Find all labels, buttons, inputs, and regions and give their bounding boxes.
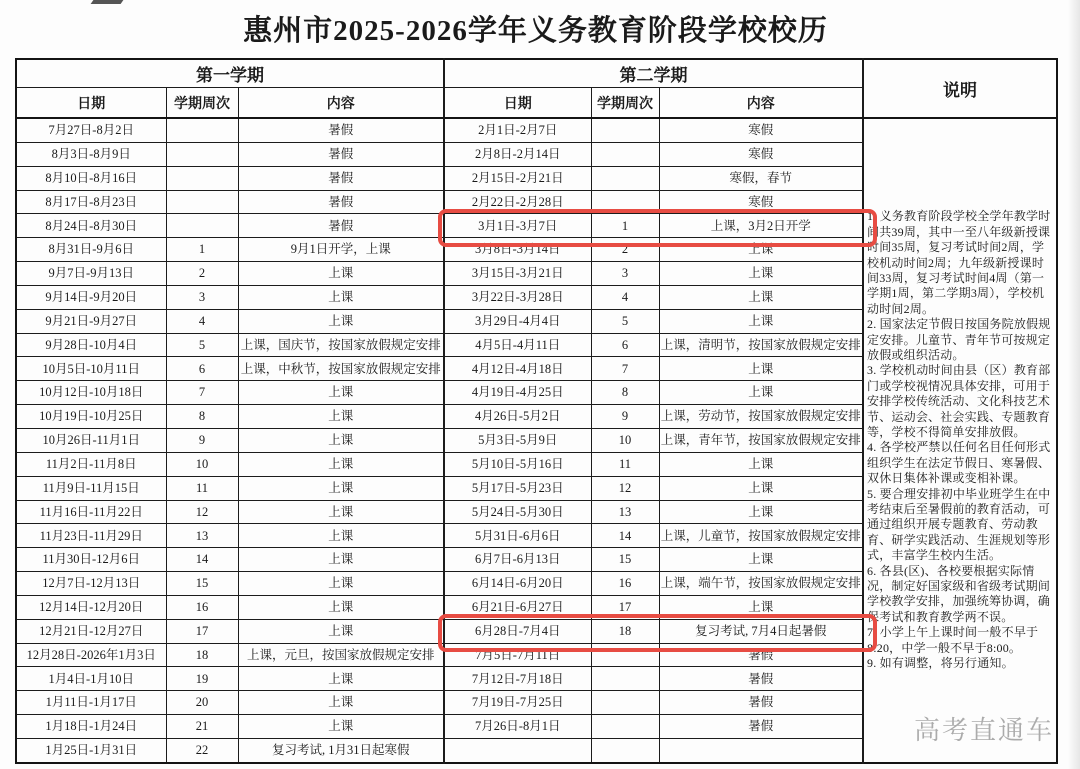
sem1-week-cell (166, 214, 238, 238)
sem1-date-cell: 11月30日-12月6日 (16, 548, 166, 572)
col-header-week-1: 学期周次 (166, 88, 238, 119)
sem1-date-cell: 8月24日-8月30日 (16, 214, 166, 238)
calendar-table (15, 58, 1058, 764)
sem2-date-cell: 2月1日-2月7日 (444, 118, 591, 142)
sem1-date-cell: 11月9日-11月15日 (16, 476, 166, 500)
sem2-content-cell: 上课 (659, 262, 863, 286)
sem1-week-cell: 19 (166, 667, 238, 691)
sem2-content-cell: 上课，3月2日开学 (659, 214, 863, 238)
sem2-date-cell: 5月3日-5月9日 (444, 428, 591, 452)
sem1-date-cell: 12月7日-12月13日 (16, 572, 166, 596)
sem1-date-cell: 11月23日-11月29日 (16, 524, 166, 548)
semester1-header: 第一学期 (16, 59, 444, 88)
sem1-week-cell: 7 (166, 381, 238, 405)
sem1-week-cell: 2 (166, 262, 238, 286)
sem2-week-cell (591, 691, 659, 715)
sem2-date-cell: 7月12日-7月18日 (444, 667, 591, 691)
sem2-week-cell: 4 (591, 285, 659, 309)
col-header-week-2: 学期周次 (591, 88, 659, 119)
sem1-date-cell: 10月5日-10月11日 (16, 357, 166, 381)
sem1-week-cell: 20 (166, 691, 238, 715)
sem2-date-cell: 2月15日-2月21日 (444, 166, 591, 190)
sem2-date-cell: 4月26日-5月2日 (444, 405, 591, 429)
sem1-week-cell: 13 (166, 524, 238, 548)
sem1-content-cell: 上课 (238, 500, 444, 524)
sem1-content-cell: 暑假 (238, 142, 444, 166)
sem2-date-cell: 4月5日-4月11日 (444, 333, 591, 357)
notes-cell (863, 118, 1057, 763)
sem2-content-cell: 上课 (659, 238, 863, 262)
sem1-week-cell: 22 (166, 738, 238, 762)
page-title: 惠州市2025-2026学年义务教育阶段学校校历 (243, 15, 828, 47)
sem2-content-cell: 暑假 (659, 691, 863, 715)
sem1-date-cell: 1月25日-1月31日 (16, 738, 166, 762)
col-header-date-1: 日期 (16, 88, 166, 119)
sem1-week-cell: 6 (166, 357, 238, 381)
sem2-week-cell: 3 (591, 262, 659, 286)
sem1-content-cell: 上课 (238, 285, 444, 309)
sem2-week-cell (591, 643, 659, 667)
sem2-week-cell (591, 738, 659, 762)
col-header-content-2: 内容 (659, 88, 863, 119)
sem1-content-cell: 上课 (238, 619, 444, 643)
sem2-date-cell: 2月22日-2月28日 (444, 190, 591, 214)
sem2-week-cell: 16 (591, 572, 659, 596)
sem2-week-cell: 12 (591, 476, 659, 500)
sem2-content-cell: 上课 (659, 452, 863, 476)
sem2-date-cell: 3月29日-4月4日 (444, 309, 591, 333)
notes-list (867, 209, 1053, 671)
sem2-week-cell: 7 (591, 357, 659, 381)
sem2-week-cell: 2 (591, 238, 659, 262)
sem2-date-cell: 7月19日-7月25日 (444, 691, 591, 715)
sem1-date-cell: 8月17日-8月23日 (16, 190, 166, 214)
table-row (16, 118, 1057, 142)
sem2-date-cell: 7月5日-7月11日 (444, 643, 591, 667)
sem2-content-cell: 上课，端午节，按国家放假规定安排 (659, 572, 863, 596)
semester2-header: 第二学期 (444, 59, 863, 88)
sem1-date-cell: 12月28日-2026年1月3日 (16, 643, 166, 667)
sem1-week-cell (166, 166, 238, 190)
sem1-date-cell: 12月14日-12月20日 (16, 595, 166, 619)
sem2-date-cell: 5月17日-5月23日 (444, 476, 591, 500)
sem1-content-cell: 上课 (238, 309, 444, 333)
sem1-week-cell: 4 (166, 309, 238, 333)
sem1-week-cell: 11 (166, 476, 238, 500)
sem2-date-cell: 3月22日-3月28日 (444, 285, 591, 309)
sem2-content-cell: 上课 (659, 548, 863, 572)
sem1-content-cell: 上课 (238, 524, 444, 548)
sem2-week-cell: 10 (591, 428, 659, 452)
sem2-week-cell: 14 (591, 524, 659, 548)
sem2-week-cell: 18 (591, 619, 659, 643)
watermark: 高考直通车 (913, 715, 1054, 745)
sem2-content-cell: 上课 (659, 357, 863, 381)
sem2-content-cell: 上课 (659, 595, 863, 619)
sem2-content-cell: 寒假 (659, 190, 863, 214)
sem1-content-cell: 上课 (238, 595, 444, 619)
sem2-content-cell: 暑假 (659, 667, 863, 691)
sem1-week-cell: 8 (166, 405, 238, 429)
sem2-date-cell: 6月21日-6月27日 (444, 595, 591, 619)
notes-header: 说明 (863, 59, 1057, 118)
note-item: 5. 要合理安排初中毕业班学生在中考结束后至暑假前的教育活动，可通过组织开展专题教育、劳动教育、研学实践活动、生涯规划等形式，丰富学生校内生活。 (867, 486, 1051, 563)
sem2-week-cell: 8 (591, 381, 659, 405)
sem1-content-cell: 9月1日开学，上课 (238, 238, 444, 262)
sem2-week-cell (591, 715, 659, 739)
col-header-content-1: 内容 (238, 88, 444, 119)
sem1-date-cell: 10月19日-10月25日 (16, 405, 166, 429)
sem2-week-cell: 5 (591, 309, 659, 333)
sem2-week-cell (591, 118, 659, 142)
note-item: 1. 义务教育阶段学校全学年教学时间共39周，其中一至八年级新授课时间35周，复习考试时间2周，学校机动时间2周；九年级新授课时间33周，复习考试时间4周（第一学期1周，第二学期3周），学校机动时间2周。 (867, 209, 1051, 316)
sem1-content-cell: 上课 (238, 262, 444, 286)
sem2-content-cell: 上课 (659, 476, 863, 500)
sem1-week-cell: 14 (166, 548, 238, 572)
sem1-content-cell: 上课 (238, 667, 444, 691)
sem2-date-cell: 2月8日-2月14日 (444, 142, 591, 166)
sem2-content-cell: 上课，儿童节，按国家放假规定安排 (659, 524, 863, 548)
sem1-content-cell: 上课 (238, 428, 444, 452)
sem1-content-cell: 上课 (238, 381, 444, 405)
sem1-week-cell (166, 142, 238, 166)
sem2-date-cell: 3月15日-3月21日 (444, 262, 591, 286)
sem1-date-cell: 1月11日-1月17日 (16, 691, 166, 715)
sem2-date-cell: 3月1日-3月7日 (444, 214, 591, 238)
sem1-date-cell: 10月26日-11月1日 (16, 428, 166, 452)
note-item: 2. 国家法定节假日按国务院放假规定安排。儿童节、青年节可按规定放假或组织活动。 (867, 317, 1051, 362)
sem2-content-cell: 上课，青年节，按国家放假规定安排 (659, 428, 863, 452)
sem1-date-cell: 9月14日-9月20日 (16, 285, 166, 309)
sem1-date-cell: 9月21日-9月27日 (16, 309, 166, 333)
sem1-content-cell: 上课，国庆节，按国家放假规定安排 (238, 333, 444, 357)
sem1-week-cell (166, 190, 238, 214)
sem2-content-cell: 上课，劳动节，按国家放假规定安排 (659, 405, 863, 429)
note-item: 9. 如有调整，将另行通知。 (867, 656, 1014, 671)
sem2-date-cell: 5月24日-5月30日 (444, 500, 591, 524)
sem2-content-cell: 上课 (659, 309, 863, 333)
sem2-week-cell: 11 (591, 452, 659, 476)
sem1-content-cell: 暑假 (238, 214, 444, 238)
note-item: 6. 各县(区)、各校要根据实际情况，制定好国家级和省级考试期间学校教学安排，加强统筹协调，确保考试和教育教学两不误。 (867, 563, 1051, 624)
sem1-content-cell: 上课 (238, 691, 444, 715)
semester-header-row (16, 59, 1057, 88)
sem1-week-cell (166, 118, 238, 142)
sem1-week-cell: 3 (166, 285, 238, 309)
sem2-content-cell: 上课，清明节，按国家放假规定安排 (659, 333, 863, 357)
sem1-week-cell: 17 (166, 619, 238, 643)
sem2-date-cell: 3月8日-3月14日 (444, 238, 591, 262)
sem1-content-cell: 暑假 (238, 190, 444, 214)
sem2-week-cell (591, 166, 659, 190)
sem2-week-cell (591, 667, 659, 691)
sem2-date-cell: 7月26日-8月1日 (444, 715, 591, 739)
sem2-date-cell: 5月10日-5月16日 (444, 452, 591, 476)
sem2-content-cell: 寒假 (659, 118, 863, 142)
sem2-content-cell: 寒假 (659, 142, 863, 166)
sem1-content-cell: 上课，元旦，按国家放假规定安排 (238, 643, 444, 667)
sem1-date-cell: 1月4日-1月10日 (16, 667, 166, 691)
sem1-week-cell: 10 (166, 452, 238, 476)
sem1-content-cell: 暑假 (238, 166, 444, 190)
sem2-content-cell: 上课 (659, 285, 863, 309)
sem1-week-cell: 1 (166, 238, 238, 262)
sem2-date-cell: 4月12日-4月18日 (444, 357, 591, 381)
sem2-date-cell: 6月14日-6月20日 (444, 572, 591, 596)
sem1-week-cell: 12 (166, 500, 238, 524)
sem2-date-cell: 6月28日-7月4日 (444, 619, 591, 643)
sem2-week-cell: 9 (591, 405, 659, 429)
sem1-content-cell: 复习考试, 1月31日起寒假 (238, 738, 444, 762)
sem1-week-cell: 15 (166, 572, 238, 596)
sem1-date-cell: 8月31日-9月6日 (16, 238, 166, 262)
sem1-week-cell: 5 (166, 333, 238, 357)
note-item: 3. 学校机动时间由县（区）教育部门或学校视情况具体安排，可用于安排学校传统活动、文化科技艺术节、运动会、社会实践、专题教育等，学校不得简单安排放假。 (867, 363, 1051, 439)
sem2-content-cell: 暑假 (659, 643, 863, 667)
sem1-week-cell: 21 (166, 715, 238, 739)
sem1-content-cell: 上课 (238, 476, 444, 500)
sem2-date-cell: 5月31日-6月6日 (444, 524, 591, 548)
sem2-content-cell: 上课 (659, 381, 863, 405)
sem2-content-cell (659, 738, 863, 762)
sem2-content-cell: 寒假，春节 (659, 166, 863, 190)
sem1-date-cell: 11月16日-11月22日 (16, 500, 166, 524)
sem2-week-cell: 6 (591, 333, 659, 357)
sem1-week-cell: 16 (166, 595, 238, 619)
sem1-content-cell: 暑假 (238, 118, 444, 142)
sem1-date-cell: 10月12日-10月18日 (16, 381, 166, 405)
page-edge-shadow (1068, 0, 1080, 769)
sem1-content-cell: 上课 (238, 452, 444, 476)
sem1-date-cell: 1月18日-1月24日 (16, 715, 166, 739)
sem1-week-cell: 18 (166, 643, 238, 667)
sem1-content-cell: 上课，中秋节，按国家放假规定安排 (238, 357, 444, 381)
sem1-date-cell: 8月10日-8月16日 (16, 166, 166, 190)
sem2-date-cell: 6月7日-6月13日 (444, 548, 591, 572)
sem1-date-cell: 8月3日-8月9日 (16, 142, 166, 166)
sem1-date-cell: 9月28日-10月4日 (16, 333, 166, 357)
sem2-content-cell: 复习考试, 7月4日起暑假 (659, 619, 863, 643)
sem2-week-cell: 13 (591, 500, 659, 524)
sem1-date-cell: 11月2日-11月8日 (16, 452, 166, 476)
sem2-week-cell: 1 (591, 214, 659, 238)
sem1-date-cell: 9月7日-9月13日 (16, 262, 166, 286)
col-header-date-2: 日期 (444, 88, 591, 119)
sem2-date-cell (444, 738, 591, 762)
sem2-week-cell (591, 142, 659, 166)
sem1-content-cell: 上课 (238, 715, 444, 739)
note-item: 7. 小学上午上课时间一般不早于8:20，中学一般不早于8:00。 (867, 625, 1039, 655)
sem2-date-cell: 4月19日-4月25日 (444, 381, 591, 405)
sem2-week-cell: 15 (591, 548, 659, 572)
sem2-content-cell: 上课 (659, 500, 863, 524)
scan-artifact (91, 0, 124, 4)
sem2-week-cell: 17 (591, 595, 659, 619)
sem2-week-cell (591, 190, 659, 214)
sem1-date-cell: 7月27日-8月2日 (16, 118, 166, 142)
note-item: 4. 各学校严禁以任何名目任何形式组织学生在法定节假日、寒暑假、双休日集体补课或变相补课。 (867, 440, 1051, 486)
sem1-content-cell: 上课 (238, 572, 444, 596)
sem1-week-cell: 9 (166, 428, 238, 452)
sem1-content-cell: 上课 (238, 548, 444, 572)
sem1-content-cell: 上课 (238, 405, 444, 429)
sem2-content-cell: 暑假 (659, 715, 863, 739)
sem1-date-cell: 12月21日-12月27日 (16, 619, 166, 643)
